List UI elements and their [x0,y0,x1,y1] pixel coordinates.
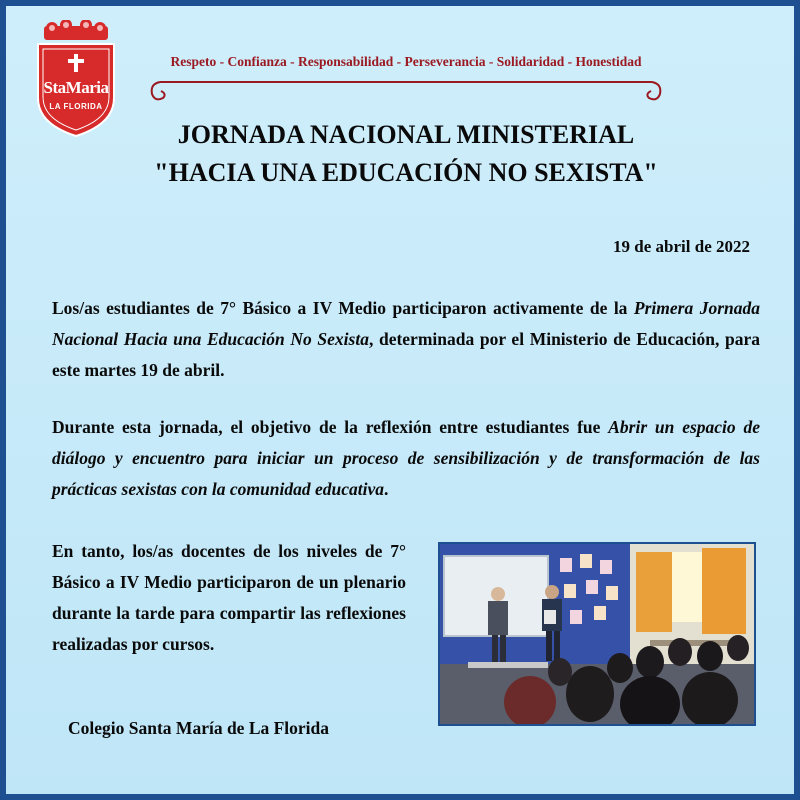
paragraph-2 [52,412,760,505]
paragraph-1-part-a: Los/as estudiantes de 7° Básico a IV Medio participaron activamente de la [52,298,634,318]
logo-text: StaMaria [43,78,109,97]
title-line-1: JORNADA NACIONAL MINISTERIAL [177,120,635,149]
paragraph-1-emphasis: Primera Jornada Nacional Hacia una Educación No Sexista [52,298,760,349]
school-values: Respeto - Confianza - Responsabilidad - Perseverancia - Solidaridad - Honestidad [170,54,642,69]
paragraph-2-emphasis: Abrir un espacio de diálogo y encuentro para iniciar un proceso de sensibilización y de transformación de las prácticas sexistas con la comunidad educativa [52,417,760,499]
paragraph-1-part-c: , determinada por el Ministerio de Educación, para este martes 19 de abril. [52,329,760,380]
date: 19 de abril de 2022 [613,237,750,256]
paragraph-2-part-a: Durante esta jornada, el objetivo de la reflexión entre estudiantes fue [52,417,609,437]
paragraph-2-part-c: . [384,479,389,499]
paragraph-3: En tanto, los/as docentes de los niveles de 7° Básico a IV Medio participaron de un plenario durante la tarde para compartir las reflexiones realizadas por cursos. [52,541,406,654]
ornament-divider [146,72,666,108]
logo-subtitle: LA FLORIDA [49,102,103,111]
page-title [46,116,766,192]
title-line-2: "HACIA UNA EDUCACIÓN NO SEXISTA" [154,158,658,187]
classroom-photo [438,542,756,726]
paragraph-1 [52,293,760,386]
signature: Colegio Santa María de La Florida [68,718,330,738]
